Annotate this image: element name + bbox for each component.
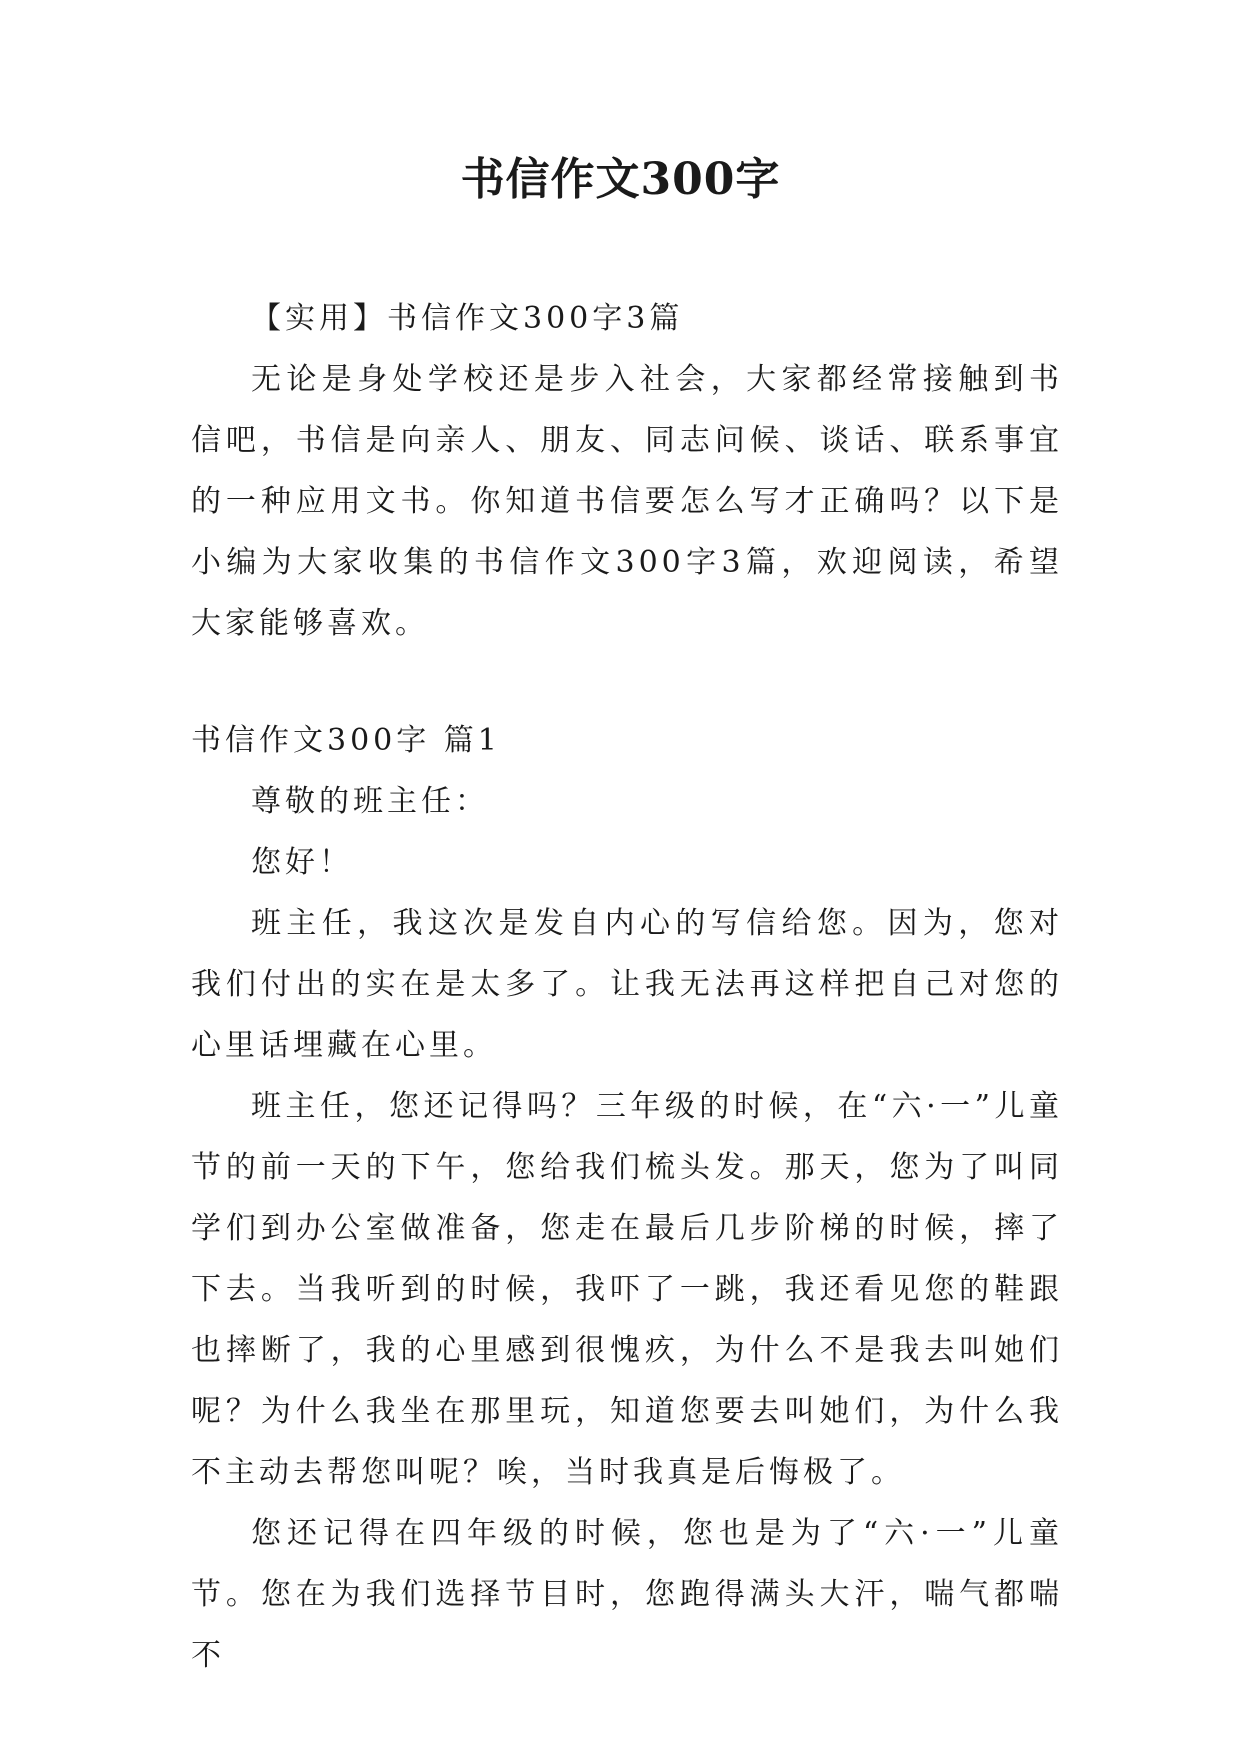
letter-greeting: 您好！: [251, 845, 353, 880]
document-title: 书信作文300字: [460, 154, 781, 205]
letter-salutation: 尊敬的班主任：: [251, 784, 489, 819]
intro-paragraph: 无论是身处学校还是步入社会，大家都经常接触到书信吧，书信是向亲人、朋友、同志问候、谈话、联系事宜的一种应用文书。你知道书信要怎么写才正确吗？以下是小编为大家收集的书信作文300字3篇，欢迎阅读，希望大家能够喜欢。: [191, 362, 1063, 641]
document-body: [191, 288, 1063, 1686]
letter-paragraph: 班主任，我这次是发自内心的写信给您。因为，您对我们付出的实在是太多了。让我无法再这样把自己对您的心里话埋藏在心里。: [191, 906, 1063, 1063]
document-subtitle: 【实用】书信作文300字3篇: [251, 301, 684, 336]
letter-paragraph: 班主任，您还记得吗？三年级的时候，在“六·一”儿童节的前一天的下午，您给我们梳头发。那天，您为了叫同学们到办公室做准备，您走在最后几步阶梯的时候，摔了下去。当我听到的时候，我吓了一跳，我还看见您的鞋跟也摔断了，我的心里感到很愧疚，为什么不是我去叫她们呢？为什么我坐在那里玩，知道您要去叫她们，为什么我不主动去帮您叫呢？唉，当时我真是后悔极了。: [191, 1089, 1063, 1490]
letter-paragraph: 您还记得在四年级的时候，您也是为了“六·一”儿童节。您在为我们选择节目时，您跑得满头大汗，喘气都喘不: [191, 1516, 1063, 1673]
section-heading: 书信作文300字 篇1: [191, 723, 501, 758]
